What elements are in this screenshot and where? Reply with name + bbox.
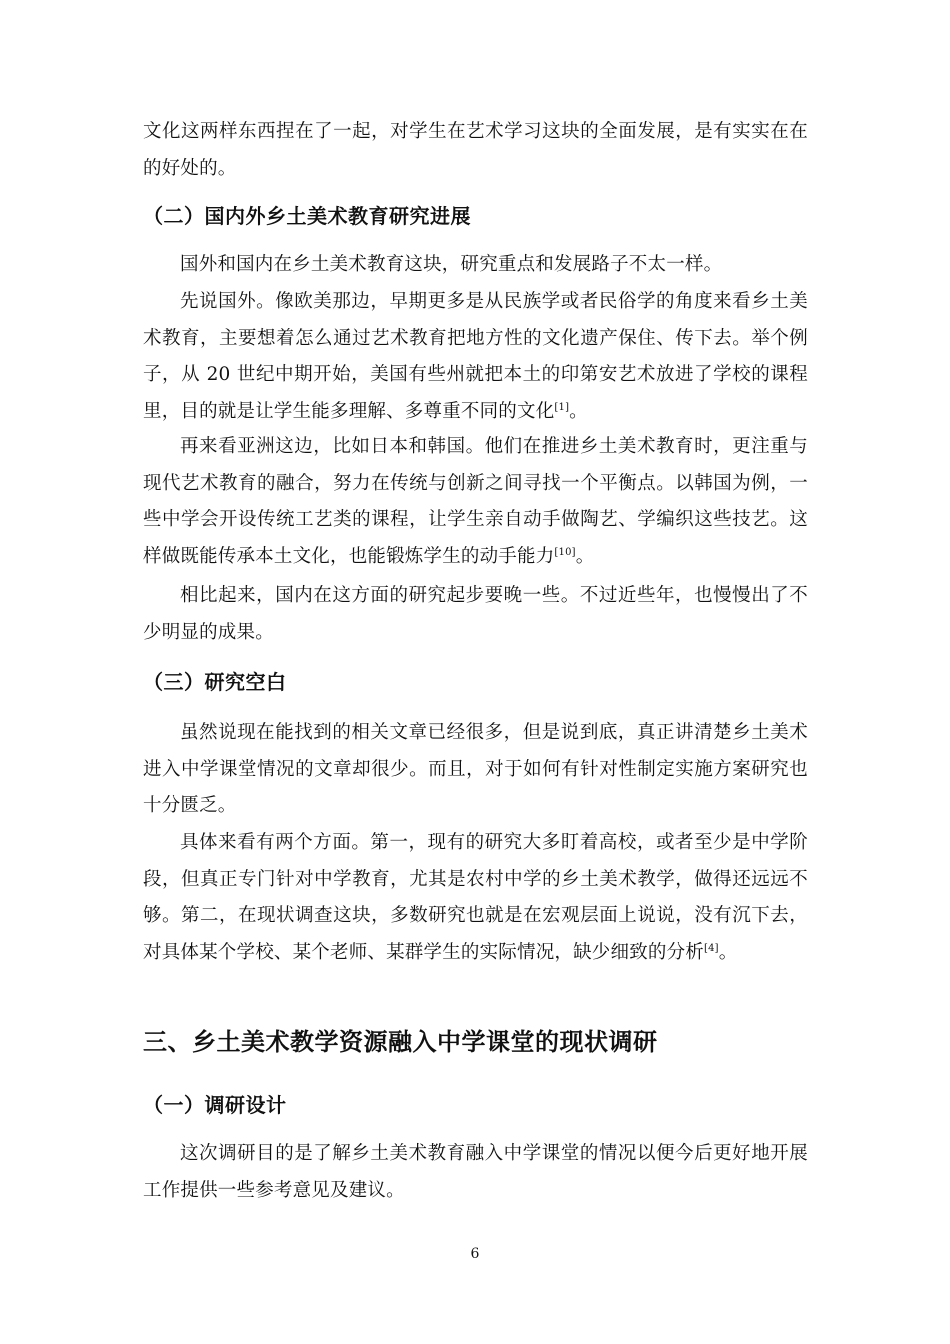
citation-ref: [4] xyxy=(704,942,719,954)
heading-text: （三）研究空白 xyxy=(143,670,287,694)
paragraph-asia xyxy=(143,429,808,575)
paragraph-text: 具体来看有两个方面。第一，现有的研究大多盯着高校，或者至少是中学阶段，但真正专门针对中学教育，尤其是农村中学的乡土美术教学，做得还远远不够。第二，在现状调查这块，多数研究也就是在宏观层面上说说，没有沉下去，对具体某个学校、某个老师、某群学生的实际情况，缺少细致的分析[4]。 xyxy=(143,832,808,963)
paragraph-gap-detail xyxy=(143,825,808,971)
page-number: 6 xyxy=(470,1246,480,1262)
paragraph-text: 相比起来，国内在这方面的研究起步要晚一些。不过近些年，也慢慢出了不少明显的成果。 xyxy=(143,585,808,643)
paragraph-continuation xyxy=(143,114,808,187)
paragraph-intro xyxy=(143,247,808,284)
heading-text: 三、乡土美术教学资源融入中学课堂的现状调研 xyxy=(143,1028,658,1056)
paragraph-text: 再来看亚洲这边，比如日本和韩国。他们在推进乡土美术教育时，更注重与现代艺术教育的融合，努力在传统与创新之间寻找一个平衡点。以韩国为例，一些中学会开设传统工艺类的课程，让学生亲自动手做陶艺、学编织这些技艺。这样做既能传承本土文化，也能锻炼学生的动手能力[10]。 xyxy=(143,436,808,567)
subsection-heading-2 xyxy=(143,201,808,231)
paragraph-domestic xyxy=(143,578,808,651)
citation-ref: [10] xyxy=(554,546,576,558)
section-heading-3 xyxy=(143,1026,808,1058)
citation-ref: [1] xyxy=(554,401,570,413)
paragraph-abroad xyxy=(143,284,808,430)
paragraph-gap-intro xyxy=(143,715,808,825)
paragraph-survey xyxy=(143,1136,808,1209)
subsection-heading-3 xyxy=(143,667,808,697)
paragraph-text: 虽然说现在能找到的相关文章已经很多，但是说到底，真正讲清楚乡土美术进入中学课堂情况的文章却很少。而且，对于如何有针对性制定实施方案研究也十分匮乏。 xyxy=(143,722,808,816)
paragraph-text: 国外和国内在乡土美术教育这块，研究重点和发展路子不太一样。 xyxy=(180,254,723,275)
subsection-heading-3-1 xyxy=(143,1090,808,1120)
paragraph-text: 文化这两样东西捏在了一起，对学生在艺术学习这块的全面发展，是有实实在在的好处的。 xyxy=(143,121,808,179)
heading-text: （一）调研设计 xyxy=(143,1093,287,1117)
paragraph-text: 先说国外。像欧美那边，早期更多是从民族学或者民俗学的角度来看乡土美术教育，主要想着怎么通过艺术教育把地方性的文化遗产保住、传下去。举个例子，从 20 世纪中期开始，美国有些州就把本土的印第安艺术放进了学校的课程里，目的就是让学生能多理解、多尊重不同的文化[1]。 xyxy=(143,291,808,422)
paragraph-text: 这次调研目的是了解乡土美术教育融入中学课堂的情况以便今后更好地开展工作提供一些参考意见及建议。 xyxy=(143,1143,808,1201)
heading-text: （二）国内外乡土美术教育研究进展 xyxy=(143,204,471,228)
